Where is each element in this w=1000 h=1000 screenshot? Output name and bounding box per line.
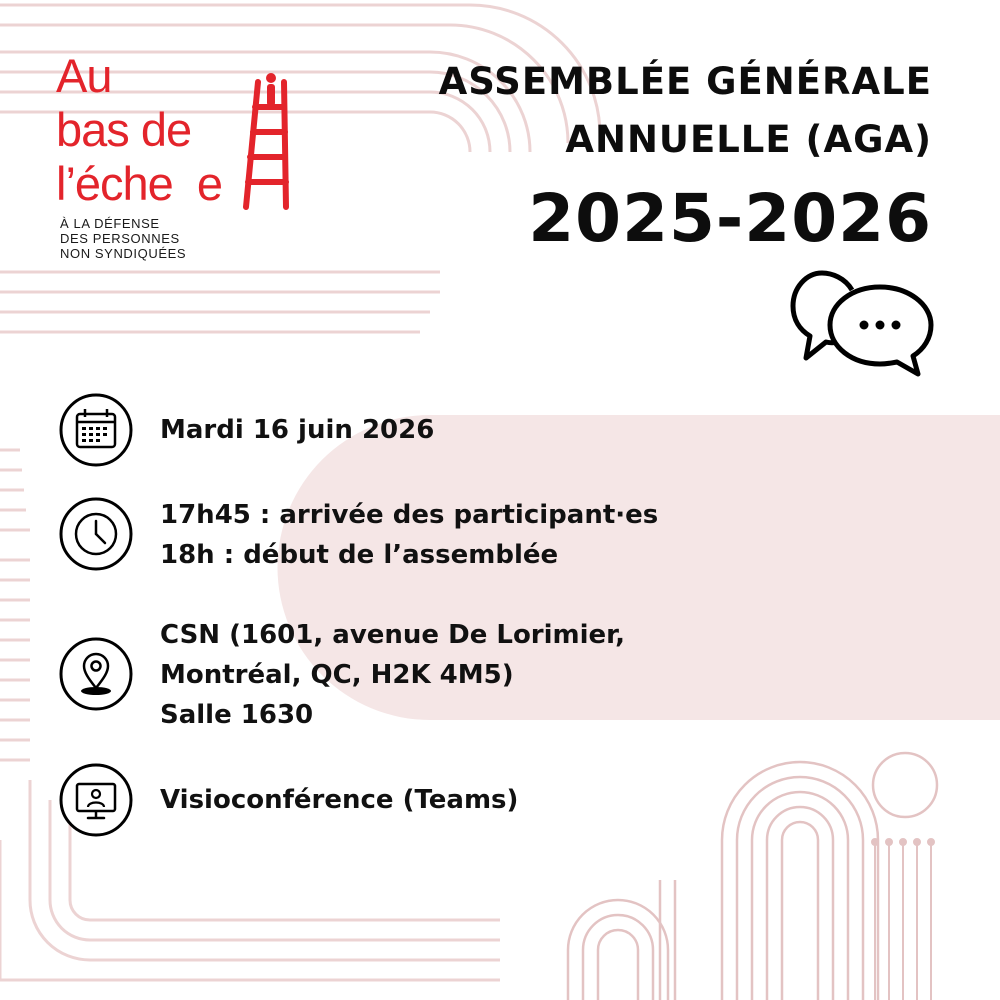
title-line-1: ASSEMBLÉE GÉNÉRALE — [438, 60, 932, 103]
event-times — [160, 495, 658, 575]
chat-bubbles-icon — [790, 270, 940, 380]
location-line-3: Salle 1630 — [160, 700, 314, 730]
location-line-1: CSN (1601, avenue De Lorimier, — [160, 620, 626, 650]
calendar-icon — [58, 392, 134, 468]
start-time: 18h : début de l’assemblée — [160, 540, 559, 570]
map-pin-icon — [58, 636, 134, 712]
title-line-2: ANNUELLE (AGA) — [565, 118, 932, 161]
logo-line-3: l’éche e — [56, 157, 223, 210]
decor-circle — [873, 753, 937, 817]
arrival-time: 17h45 : arrivée des participant·es — [160, 500, 659, 530]
event-date-text: Mardi 16 juin 2026 — [160, 415, 435, 445]
video-conference-icon — [58, 762, 134, 838]
organization-logo — [54, 49, 324, 262]
logo-line-1: Au — [56, 49, 112, 102]
decor-pins — [872, 839, 934, 1000]
online-text: Visioconférence (Teams) — [160, 785, 519, 815]
logo-line-2: bas de — [56, 103, 192, 156]
location-line-2: Montréal, QC, H2K 4M5) — [160, 660, 514, 690]
logo-tagline: À LA DÉFENSE DES PERSONNES NON SYNDIQUÉES — [60, 216, 187, 261]
event-online — [160, 780, 518, 820]
event-location — [160, 615, 625, 735]
title-years: 2025-2026 — [528, 180, 932, 257]
ladder-icon — [236, 72, 306, 212]
rainbow-arches — [568, 762, 878, 1000]
clock-icon — [58, 496, 134, 572]
event-date — [160, 410, 434, 450]
